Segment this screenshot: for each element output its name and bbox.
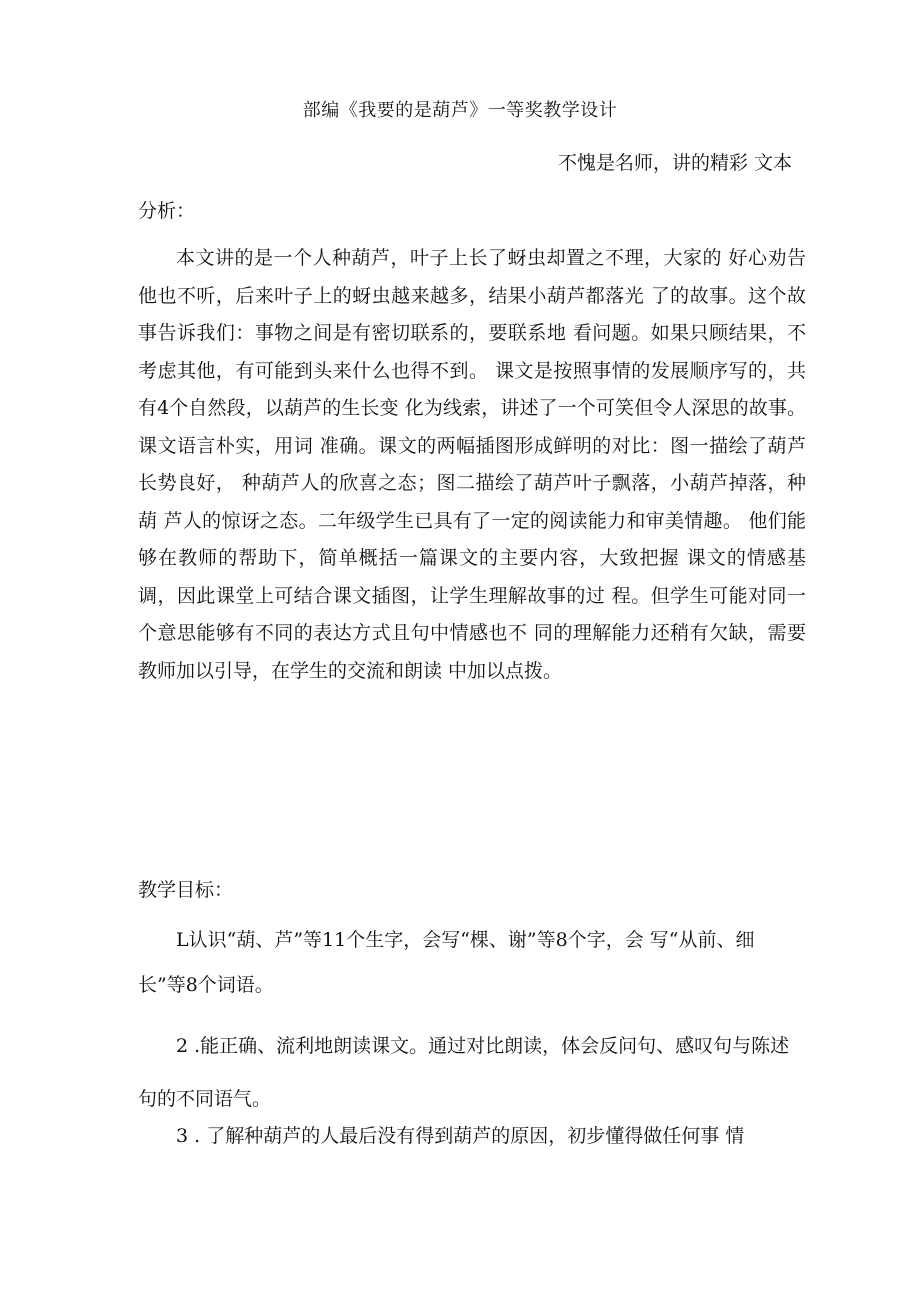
goal-item-2: 2 .能正确、流利地朗读课文。通过对比朗读，体会反问句、感叹句与陈述句的不同语气。 (138, 1035, 790, 1110)
goal-item-1: L认识“葫、芦”等11个生字，会写“棵、谢”等8个字，会 写“从前、细长”等8个词语。 (138, 929, 755, 996)
analysis-heading: 分析： (138, 200, 196, 222)
document-title: 部编《我要的是葫芦》一等奖教学设计 (302, 100, 618, 121)
goal-item-3: 3 . 了解种葫芦的人最后没有得到葫芦的原因，初步懂得做任何事 情 (176, 1125, 745, 1147)
analysis-paragraph: 本文讲的是一个人种葫芦，叶子上长了蚜虫却置之不理，大家的 好心劝告他也不听，后来叶子上的蚜虫越来越多，结果小葫芦都落光 了的故事。这个故事告诉我们：事物之间是有密切联系的，要联系地 看问题。如果只顾结果，不考虑其他，有可能到头来什么也得不到。 课文是按照事情的发展顺序写的，共有4个自然段，以葫芦的生长变 化为线索，讲述了一个可笑但令人深思的故事。课文语言朴实，用词 准确。课文的两幅插图形成鲜明的对比：图一描绘了葫芦长势良好， 种葫芦人的欣喜之态；图二描绘了葫芦叶子飘落，小葫芦掉落，种葫 芦人的惊讶之态。二年级学生已具有了一定的阅读能力和审美情趣。 他们能够在教师的帮助下，简单概括一篇课文的主要内容，大致把握 课文的情感基调，因此课堂上可结合课文插图，让学生理解故事的过 程。但学生可能对同一个意思能够有不同的表达方式且句中情感也不 同的理解能力还稍有欠缺，需要教师加以引导，在学生的交流和朗读 中加以点拨。 (138, 247, 806, 682)
goals-heading: 教学目标： (138, 879, 234, 901)
document-subtitle: 不愧是名师，讲的精彩 文本 (557, 152, 792, 174)
